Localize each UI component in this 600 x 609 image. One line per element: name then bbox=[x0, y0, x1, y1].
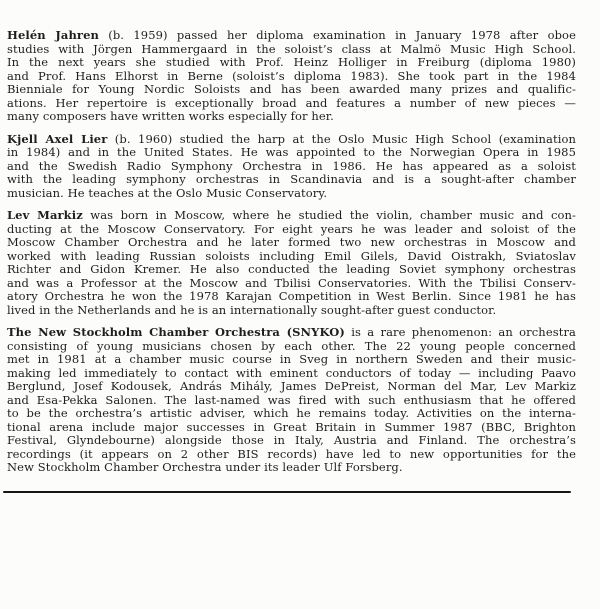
text-line: met in 1981 at a chamber music course in Sveg in northern Sweden and their music- bbox=[7, 353, 576, 366]
text-line: Helén Jahren (b. 1959) passed her diploma examination in January 1978 after oboe bbox=[7, 29, 576, 42]
text-line: worked with leading Russian soloists including Emil Gilels, David Oistrakh, Sviatoslav bbox=[7, 249, 576, 263]
paragraph bbox=[7, 326, 576, 475]
text-line: Berglund, Josef Kodousek, András Mihály, James DePreist, Norman del Mar, Lev Markiz bbox=[7, 380, 576, 393]
text-line: Bienniale for Young Nordic Soloists and has been awarded many prizes and qualific- bbox=[7, 83, 576, 96]
text-line: recordings (it appears on 2 other BIS records) have led to new opportunities for the bbox=[7, 447, 576, 461]
document-text bbox=[7, 29, 576, 484]
text-line: and the Swedish Radio Symphony Orchestra in 1986. He has appeared as a soloist bbox=[7, 159, 576, 173]
paragraph bbox=[7, 133, 576, 201]
text-line: and Esa-Pekka Salonen. The last-named was fired with such enthusiasm that he offered bbox=[7, 393, 576, 407]
subject-name-bold: The New Stockholm Chamber Orchestra (SNYKO) bbox=[7, 326, 345, 339]
text-line: atory Orchestra he won the 1978 Karajan Competition in West Berlin. Since 1981 he has bbox=[7, 290, 576, 303]
paragraph bbox=[7, 209, 576, 317]
text-line: and Prof. Hans Elhorst in Berne (soloist’s diploma 1983). She took part in the 1984 bbox=[7, 69, 576, 83]
horizontal-rule bbox=[3, 491, 571, 493]
text-line: Lev Markiz was born in Moscow, where he studied the violin, chamber music and con- bbox=[7, 209, 576, 222]
subject-name-bold: Lev Markiz bbox=[7, 209, 83, 222]
text-line: ations. Her repertoire is exceptionally broad and features a number of new pieces — bbox=[7, 96, 576, 110]
text-line: The New Stockholm Chamber Orchestra (SNYKO) is a rare phenomenon: an orchestra bbox=[7, 326, 576, 339]
text-line: and was a Professor at the Moscow and Tbilisi Conservatories. With the Tbilisi Conserv- bbox=[7, 276, 576, 290]
text-line: musician. He teaches at the Oslo Music Conservatory. bbox=[7, 186, 328, 200]
paragraph bbox=[7, 29, 576, 124]
subject-name-bold: Kjell Axel Lier bbox=[7, 132, 108, 146]
text-line: ducting at the Moscow Conservatory. For eight years he was leader and soloist of the bbox=[7, 222, 576, 236]
text-line: tional arena include major successes in Great Britain in Summer 1987 (BBC, Brighton bbox=[7, 420, 576, 434]
text-line: In the next years she studied with Prof. Heinz Holliger in Freiburg (diploma 1980) bbox=[7, 56, 576, 69]
text-line: with the leading symphony orchestras in Scandinavia and is a sought-after chamber bbox=[7, 173, 576, 186]
text-line: New Stockholm Chamber Orchestra under its leader Ulf Forsberg. bbox=[7, 461, 403, 474]
subject-name-bold: Helén Jahren bbox=[7, 29, 99, 42]
text-line: many composers have written works especially for her. bbox=[7, 110, 334, 123]
text-line: lived in the Netherlands and he is an internationally sought-after guest conductor. bbox=[7, 303, 497, 317]
text-line: Richter and Gidon Kremer. He also conducted the leading Soviet symphony orchestras bbox=[7, 263, 576, 276]
text-line: Kjell Axel Lier (b. 1960) studied the harp at the Oslo Music High School (examination bbox=[7, 132, 576, 146]
text-line: Festival, Glyndebourne) alongside those in Italy, Austria and Finland. The orchestra’s bbox=[7, 434, 576, 447]
text-line: consisting of young musicians chosen by each other. The 22 young people concerned bbox=[7, 339, 576, 353]
text-line: making led immediately to contact with eminent conductors of today — including Paavo bbox=[7, 366, 576, 380]
text-line: in 1984) and in the United States. He was appointed to the Norwegian Opera in 1985 bbox=[7, 146, 576, 159]
text-line: studies with Jörgen Hammergaard in the soloist’s class at Malmö Music High School. bbox=[7, 42, 576, 56]
text-line: Moscow Chamber Orchestra and he later formed two new orchestras in Moscow and bbox=[7, 236, 576, 249]
text-line: to be the orchestra’s artistic adviser, which he remains today. Activities on the interna- bbox=[7, 407, 576, 420]
